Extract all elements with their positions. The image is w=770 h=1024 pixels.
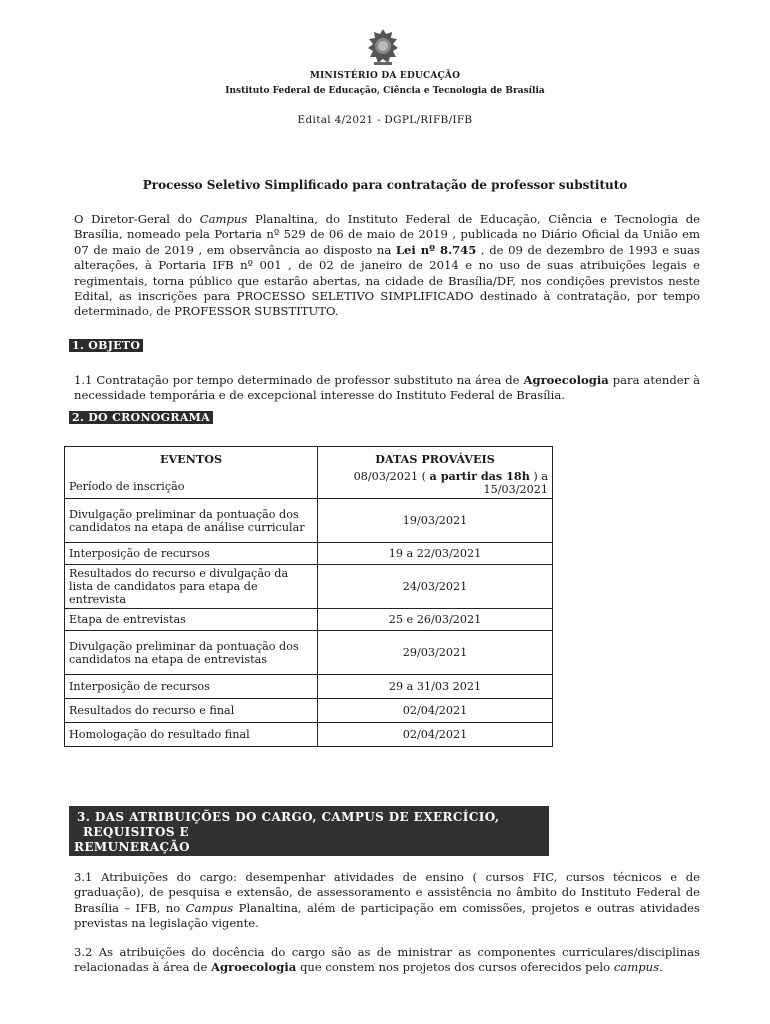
table-row	[65, 631, 553, 675]
brazil-coat-of-arms-icon	[366, 29, 400, 67]
table-row	[65, 675, 553, 699]
events-column-header: EVENTOS	[65, 447, 318, 469]
date-cell: 02/04/2021	[318, 699, 553, 723]
paragraph-3-2: 3.2 As atribuições do docência do cargo são as de ministrar as componentes curriculares/disciplinas relacionadas à área de Agroecologia que constem nos projetos dos cursos oferecidos pelo campus.	[74, 945, 700, 975]
table-row	[65, 543, 553, 565]
event-cell: Resultados do recurso e final	[65, 699, 318, 723]
table-row	[65, 723, 553, 747]
date-cell: 08/03/2021 ( a partir das 18h ) a 15/03/2021	[318, 468, 553, 499]
table-row	[65, 565, 553, 609]
dates-column-header: DATAS PROVÁVEIS	[318, 447, 553, 469]
date-cell: 19 a 22/03/2021	[318, 543, 553, 565]
event-cell: Divulgação preliminar da pontuação dos candidatos na etapa de entrevistas	[65, 631, 318, 675]
event-cell: Etapa de entrevistas	[65, 609, 318, 631]
date-cell: 29/03/2021	[318, 631, 553, 675]
paragraph-3-1: 3.1 Atribuições do cargo: desempenhar atividades de ensino ( cursos FIC, cursos técnicos e de graduação), de pesquisa e extensão, de assessoramento e assistência no âmbito do Instituto Federal de Brasília – IFB, no Campus Planaltina, além de participação em comissões, projetos e outras atividades previstas na legislação vigente.	[74, 870, 700, 931]
event-cell: Divulgação preliminar da pontuação dos candidatos na etapa de análise curricular	[65, 499, 318, 543]
section-atribuicoes-heading	[69, 806, 549, 856]
event-cell: Interposição de recursos	[65, 675, 318, 699]
date-cell: 19/03/2021	[318, 499, 553, 543]
table-row	[65, 609, 553, 631]
institute-heading: Instituto Federal de Educação, Ciência e Tecnologia de Brasília	[225, 86, 545, 96]
date-cell: 24/03/2021	[318, 565, 553, 609]
paragraph-1-1: 1.1 Contratação por tempo determinado de professor substituto na área de Agroecologia para atender à necessidade temporária e de excepcional interesse do Instituto Federal de Brasília.	[74, 373, 700, 403]
section-objeto-heading: 1. OBJETO	[69, 339, 143, 352]
intro-paragraph: O Diretor-Geral do Campus Planaltina, do Instituto Federal de Educação, Ciência e Tecnologia de Brasília, nomeado pela Portaria nº 529 de 06 de maio de 2019 , publicada no Diário Oficial da União em 07 de maio de 2019 , em observância ao disposto na Lei nº 8.745 , de 09 de dezembro de 1993 e suas alterações, à Portaria IFB nº 001 , de 02 de janeiro de 2014 e no uso de suas atribuições legais e regimentais, torna público que estarão abertas, na cidade de Brasília/DF, nos condições previstos neste Edital, as inscrições para PROCESSO SELETIVO SIMPLIFICADO destinado à contratação, por tempo determinado, de PROFESSOR SUBSTITUTO.	[74, 212, 700, 319]
event-cell: Período de inscrição	[65, 468, 318, 499]
table-row	[65, 499, 553, 543]
table-row	[65, 699, 553, 723]
document-title: Processo Seletivo Simplificado para contratação de professor substituto	[142, 178, 628, 192]
section-3-heading-line-2: REQUISITOS E	[83, 825, 190, 839]
section-3-heading-line-3: REMUNERAÇÃO	[74, 840, 190, 854]
ministry-heading: MINISTÉRIO DA EDUCAÇÃO	[309, 71, 461, 81]
section-3-heading-line-1: 3. DAS ATRIBUIÇÕES DO CARGO, CAMPUS DE EXERCÍCIO,	[77, 810, 500, 824]
edital-number: Edital 4/2021 - DGPL/RIFB/IFB	[297, 114, 473, 126]
event-cell: Resultados do recurso e divulgação da lista de candidatos para etapa de entrevista	[65, 565, 318, 609]
schedule-table	[64, 446, 553, 747]
event-cell: Homologação do resultado final	[65, 723, 318, 747]
table-row	[65, 468, 553, 499]
date-cell: 02/04/2021	[318, 723, 553, 747]
date-cell: 29 a 31/03 2021	[318, 675, 553, 699]
date-cell: 25 e 26/03/2021	[318, 609, 553, 631]
schedule-header-row	[65, 447, 553, 469]
section-cronograma-heading: 2. DO CRONOGRAMA	[69, 411, 213, 424]
event-cell: Interposição de recursos	[65, 543, 318, 565]
